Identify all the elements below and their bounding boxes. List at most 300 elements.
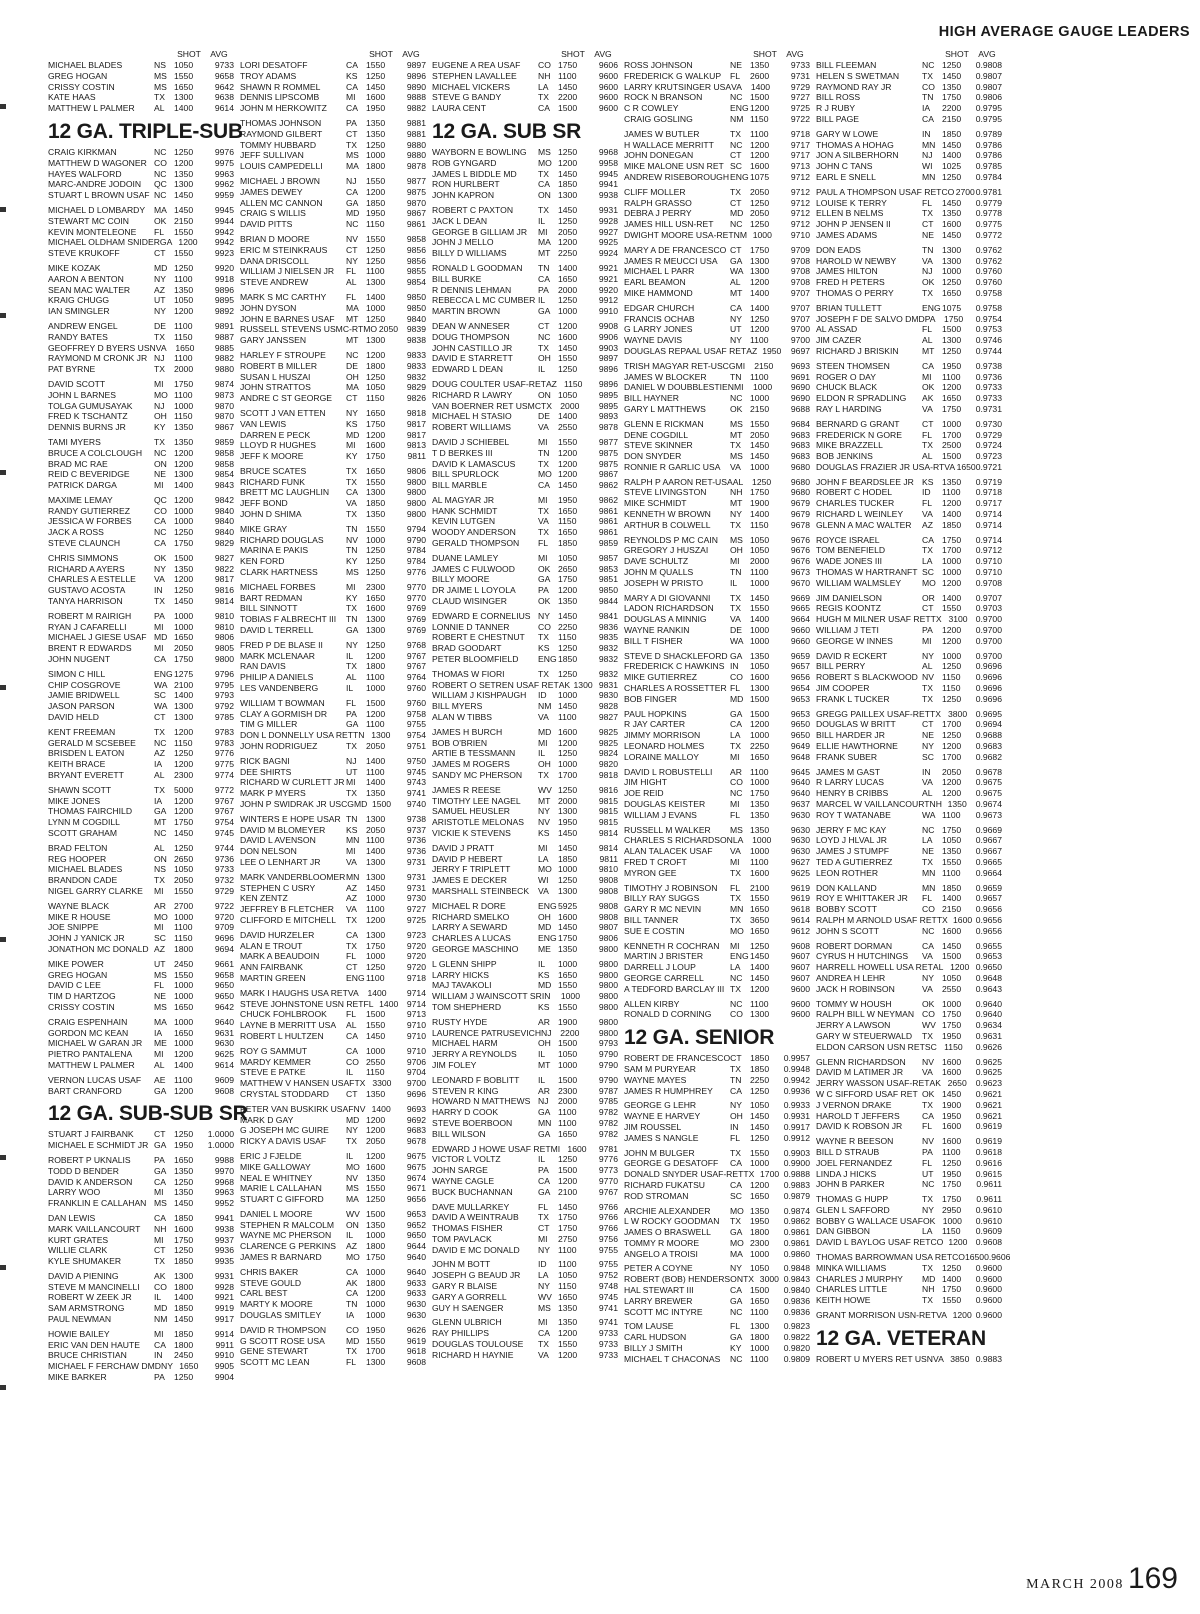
binding-mark — [0, 1155, 6, 1160]
shooter-name: PETER A COYNE — [624, 1263, 693, 1274]
shooter-state: PA — [538, 1165, 549, 1176]
shooter-row — [816, 777, 1002, 788]
shooter-average: 9920 — [598, 284, 618, 295]
shooter-average: 9963 — [214, 168, 234, 179]
shooter-average: 9600 — [790, 983, 810, 994]
shooter-state: GA — [154, 1140, 167, 1151]
shooter-row — [240, 814, 426, 825]
shooter-name: LARRY WOO — [48, 1187, 101, 1198]
shooter-state: IL — [538, 215, 546, 226]
shooter-name: FREDERICK G WALKUP — [624, 70, 722, 81]
shooter-name: DWIGHT MOORE USA-RET — [624, 229, 734, 240]
shot-count: 1550 — [174, 969, 194, 980]
shooter-average: 0.9729 — [975, 429, 1002, 440]
shooter-average: 0.9653 — [975, 951, 1002, 962]
shooter-average: 9921 — [598, 262, 618, 273]
shooter-state: VA — [538, 422, 549, 433]
shooter-row — [48, 1060, 234, 1071]
shot-count: 1000 — [558, 1059, 578, 1070]
shooter-row — [240, 756, 426, 767]
shooter-state: MS — [730, 418, 743, 429]
shot-count: 1100 — [942, 809, 961, 820]
shooter-row — [816, 893, 1002, 904]
shot-count: 1850 — [750, 1063, 770, 1074]
shooter-state: MD — [922, 1273, 936, 1284]
shooter-state: CA — [922, 534, 934, 545]
shooter-name: MARINA E PAKIS — [240, 545, 309, 556]
shooter-state: MT — [538, 1059, 551, 1070]
shooter-name: DEBRA J PERRY — [624, 208, 692, 219]
shooter-average: 0.9611 — [976, 1179, 1002, 1190]
shooter-row — [432, 1154, 618, 1165]
shooter-row — [624, 1122, 810, 1133]
shooter-state: TX — [538, 1339, 549, 1350]
shooter-row — [432, 991, 618, 1002]
shot-count: 1450 — [366, 81, 386, 92]
shooter-average: 9818 — [406, 407, 426, 418]
shot-count: 3100 — [948, 614, 968, 625]
shooter-row — [432, 1259, 618, 1270]
shooter-average: 9921 — [598, 273, 618, 284]
shooter-row — [48, 321, 234, 332]
shooter-name: JAMES R MEUCCI USA — [624, 255, 718, 266]
shooter-state: MT — [346, 335, 359, 346]
shooter-row — [816, 114, 1002, 125]
results-column — [432, 48, 618, 1548]
shooter-state: KS — [538, 828, 550, 838]
shooter-state: VA — [922, 777, 933, 788]
shooter-state: TX — [922, 545, 933, 556]
shot-count: 1400 — [366, 846, 386, 857]
shooter-state: MI — [154, 1187, 164, 1198]
shooter-name: DAVID A WEINTRAUB — [432, 1212, 519, 1223]
shot-count: 1250 — [366, 139, 386, 150]
shooter-state: NM — [154, 1314, 168, 1325]
shooter-row — [624, 603, 810, 614]
shooter-average: 9626 — [406, 1324, 426, 1335]
shooter-name: THOMAS BARROWMAN USA RET — [816, 1252, 953, 1263]
shooter-state: VA — [346, 498, 357, 509]
avg-header: AVG — [210, 49, 228, 60]
shot-count: 1200 — [942, 788, 962, 799]
shooter-name: BILL HARDER JR — [816, 730, 885, 741]
shooter-average: 9738 — [406, 813, 426, 824]
shooter-state: MT — [922, 345, 935, 356]
shooter-row — [48, 422, 234, 433]
shooter-average: 9614 — [214, 1059, 234, 1070]
shot-count: 1650 — [558, 505, 578, 516]
shooter-row — [432, 1017, 618, 1028]
shooter-state: IN — [154, 585, 163, 596]
shooter-row — [432, 1002, 618, 1013]
shooter-name: MARK I HAUGHS USA RET — [240, 987, 348, 998]
shot-count: 1750 — [366, 1252, 386, 1263]
shooter-row — [432, 448, 618, 459]
shooter-state: OH — [538, 353, 551, 364]
shooter-average: 0.9710 — [975, 556, 1002, 567]
shooter-average: 9800 — [598, 980, 618, 991]
shot-count: 1450 — [366, 882, 386, 893]
shooter-average: 9800 — [598, 991, 618, 1002]
shooter-average: 0.9600 — [975, 1273, 1002, 1284]
shooter-row — [816, 324, 1002, 335]
shot-count: 1500 — [558, 1074, 578, 1085]
shooter-state: SC — [730, 161, 742, 172]
shooter-name: HAROLD W NEWBY — [816, 255, 897, 266]
shooter-average: 9760 — [406, 697, 426, 708]
shooter-average: 9696 — [406, 1088, 426, 1099]
shooter-state: IA — [154, 759, 163, 770]
shooter-name: DANIEL W DOUBBLESTIEN — [624, 382, 734, 393]
shooter-average: 9882 — [406, 103, 426, 114]
shooter-average: 9877 — [598, 436, 618, 447]
shooter-row — [240, 1162, 426, 1173]
shooter-average: 9870 — [214, 400, 234, 411]
shooter-name: EARL E SNELL — [816, 171, 876, 182]
shooter-name: SCOTT GRAHAM — [48, 828, 118, 838]
shooter-name: DAVID PITTS — [240, 219, 293, 230]
shooter-state: IL — [538, 1154, 546, 1165]
shot-count: 1950 — [942, 1030, 962, 1041]
shooter-row — [624, 92, 810, 103]
shooter-row — [240, 361, 426, 372]
shooter-state: IL — [730, 577, 738, 588]
shooter-name: CRAIG KIRKMAN — [48, 146, 117, 157]
shooter-state: IL — [538, 958, 546, 969]
shooter-name: WILLIAM J EVANS — [624, 809, 697, 820]
shot-count: 1650 — [174, 1001, 194, 1012]
shooter-average: 0.9733 — [975, 393, 1002, 404]
shot-count: 2250 — [750, 1074, 770, 1085]
shooter-state: FL — [154, 226, 165, 237]
shooter-state: MI — [730, 856, 740, 867]
shooter-state: NC — [346, 219, 359, 230]
shooter-average: 0.9688 — [975, 730, 1002, 741]
shooter-name: BRENT R EDWARDS — [48, 643, 132, 654]
shooter-state: MA — [154, 1016, 167, 1027]
shooter-name: RALPH M ARNOLD USAF RET — [816, 914, 937, 925]
shooter-row — [240, 1104, 426, 1115]
shot-count: 1750 — [942, 824, 962, 835]
shooter-state: MA — [346, 161, 359, 172]
shot-count: 1000 — [558, 958, 578, 969]
shooter-state: CT — [922, 719, 934, 730]
shot-count: 1400 — [942, 509, 962, 520]
shooter-average: 9752 — [598, 1270, 618, 1281]
shot-count: 1600 — [942, 1056, 962, 1067]
shooter-average: 9697 — [790, 345, 811, 356]
shooter-name: RANDY BATES — [48, 331, 108, 342]
shooter-average: 9729 — [790, 81, 810, 92]
shooter-state: NC — [730, 92, 743, 103]
shooter-name: AL ASSAD — [816, 324, 858, 335]
shot-count: 1400 — [371, 1103, 391, 1114]
shooter-average: 9942 — [214, 226, 234, 237]
shooter-name: AARON A BENTON — [48, 273, 124, 284]
shot-count: 1000 — [174, 911, 194, 922]
shooter-state: WV — [538, 784, 552, 795]
shot-count: 1450 — [174, 596, 194, 607]
shot-count: 1650 — [964, 1252, 985, 1263]
shooter-state: TX — [730, 440, 741, 451]
shooter-name: GEORGE B GILLIAM JR — [432, 226, 528, 237]
shooter-average: 9733 — [214, 864, 234, 875]
shooter-row — [816, 614, 1002, 625]
shot-count: 1850 — [558, 179, 578, 190]
shooter-average: 0.9707 — [975, 592, 1002, 603]
shooter-average: 9712 — [790, 171, 810, 182]
shooter-name: TOMMY W HOUSH — [816, 998, 892, 1009]
shooter-row — [240, 835, 426, 846]
shooter-average: 9744 — [214, 842, 234, 853]
shot-count: 1200 — [366, 1114, 386, 1125]
shooter-average: 9670 — [790, 577, 810, 588]
shooter-average: 9811 — [407, 451, 426, 462]
shooter-row — [240, 1125, 426, 1136]
shooter-name: MARY A DE FRANCESCO — [624, 244, 727, 255]
shooter-average: 9814 — [598, 828, 618, 838]
shot-count: 1250 — [558, 1154, 578, 1165]
shot-count: 2100 — [558, 1186, 578, 1197]
shooter-average: 9867 — [598, 469, 618, 480]
shooter-average: 0.9678 — [975, 766, 1002, 777]
shooter-row — [48, 1038, 234, 1049]
shooter-row — [624, 219, 810, 230]
shooter-name: ROBERT W ZEEK JR — [48, 1292, 132, 1303]
shooter-state: MI — [538, 494, 548, 505]
shooter-state: MN — [922, 867, 936, 878]
shooter-average: 9675 — [406, 1150, 426, 1161]
shooter-state: ON — [538, 190, 551, 201]
shooter-name: ANDRE C ST GEORGE — [240, 393, 333, 404]
shot-count: 1350 — [558, 943, 578, 954]
shooter-row — [48, 1245, 234, 1256]
shot-count: 1200 — [952, 1310, 972, 1321]
shooter-average: 0.9903 — [783, 1147, 810, 1158]
shot-count: 1000 — [753, 382, 773, 393]
shooter-name: REGIS KOONTZ — [816, 603, 881, 614]
shooter-state: TX — [922, 208, 933, 219]
shooter-state: VA — [730, 461, 741, 472]
shooter-row — [432, 1270, 618, 1281]
shot-count: 1300 — [942, 335, 962, 346]
shooter-average: 9783 — [214, 737, 234, 748]
shooter-row — [240, 335, 426, 346]
shooter-state: ID — [538, 690, 547, 701]
shot-count: 1050 — [174, 60, 194, 70]
shooter-state: NC — [730, 998, 743, 1009]
shooter-name: DR JAIME L LOYOLA — [432, 585, 516, 596]
shooter-state: NM — [730, 113, 744, 124]
shooter-state: CA — [538, 273, 550, 284]
shooter-average: 9944 — [214, 215, 234, 226]
shooter-row — [816, 625, 1002, 636]
shooter-state: CA — [538, 179, 550, 190]
shooter-average: 0.9836 — [783, 1295, 810, 1306]
shooter-state: NJ — [922, 266, 933, 277]
shot-count: 1700 — [942, 751, 962, 762]
shooter-name: LAYNE B MERRITT USA — [240, 1020, 337, 1031]
shooter-average: 9792 — [214, 701, 234, 712]
shot-count: 1900 — [558, 1016, 578, 1027]
shooter-state: OK — [922, 1215, 936, 1226]
shooter-row — [432, 1075, 618, 1086]
shooter-average: 0.9836 — [783, 1306, 810, 1317]
shooter-row — [240, 672, 426, 683]
shooter-state: TX — [346, 741, 357, 752]
shot-count: 1700 — [942, 719, 962, 730]
shooter-average: 9720 — [214, 911, 234, 922]
shot-count: 2700 — [955, 186, 975, 197]
shooter-state: MD — [353, 799, 368, 809]
shot-count: 2250 — [750, 741, 770, 752]
shooter-name: MATTHEW V HANSEN USAF — [240, 1078, 355, 1089]
shooter-row — [624, 1053, 810, 1064]
shooter-row — [816, 462, 1002, 473]
shooter-average: 9708 — [790, 255, 810, 266]
shooter-row — [624, 1009, 810, 1020]
shooter-row — [816, 984, 1002, 995]
binding-mark — [0, 1385, 6, 1390]
shooter-name: MARK A BEAUDOIN — [240, 951, 320, 962]
shooter-name: CHARLES LITTLE — [816, 1284, 888, 1295]
shot-count: 1500 — [942, 951, 962, 962]
shooter-state: NY — [161, 1361, 173, 1372]
shooter-row — [240, 466, 426, 477]
shooter-average: 9654 — [790, 683, 810, 694]
shooter-name: GERALD M SCSEBEE — [48, 737, 136, 748]
shooter-name: WAYNE E HARVEY — [624, 1111, 701, 1122]
shooter-average: 9826 — [406, 393, 426, 404]
shooter-row — [48, 901, 234, 912]
shooter-state: MS — [154, 70, 167, 81]
shooter-row — [48, 516, 234, 527]
shooter-row — [816, 904, 1002, 915]
shooter-name: GREGORY J HUSZAI — [624, 545, 709, 556]
shot-count: 1950 — [942, 1110, 962, 1121]
shooter-row — [432, 1129, 618, 1140]
shot-count: 1800 — [750, 1227, 770, 1238]
shooter-name: DARREN E PECK — [240, 429, 311, 440]
shooter-average: 9776 — [406, 567, 426, 578]
shooter-average: 9650 — [214, 980, 234, 991]
shot-count: 1850 — [942, 519, 962, 530]
shooter-average: 0.9621 — [975, 1088, 1002, 1099]
shot-count: 1200 — [366, 1150, 386, 1161]
shot-count: 1550 — [366, 476, 386, 487]
shot-count: 1450 — [366, 1030, 386, 1041]
shooter-state: GA — [538, 1107, 551, 1118]
shooter-state: MI — [346, 440, 356, 451]
shooter-row — [624, 1332, 810, 1343]
shooter-name: PAT BYRNE — [48, 364, 96, 375]
shooter-average: 9890 — [406, 81, 426, 92]
shot-count: 5000 — [174, 784, 194, 795]
shooter-name: RICK BAGNI — [240, 755, 290, 766]
shooter-average: 9910 — [214, 1350, 234, 1361]
shot-count: 1600 — [366, 440, 386, 451]
shooter-name: BRUCE SCATES — [240, 465, 307, 476]
shooter-average: 9836 — [598, 621, 618, 632]
shooter-state: TN — [538, 447, 550, 458]
shooter-state: CA — [154, 516, 166, 527]
shooter-average: 9736 — [214, 853, 234, 864]
shooter-average: 9640 — [406, 1266, 426, 1277]
shot-count: 1300 — [366, 871, 386, 882]
shooter-state: NE — [922, 846, 934, 857]
shooter-row — [48, 343, 234, 354]
shooter-name: G LARRY JONES — [624, 324, 693, 335]
shooter-name: RAN DAVIS — [240, 661, 286, 672]
shot-count: 1200 — [950, 962, 970, 973]
shooter-row — [816, 915, 1002, 926]
shooter-state: DE — [538, 411, 550, 422]
shooter-state: CO — [154, 157, 167, 168]
shooter-name: LARRY HICKS — [432, 969, 489, 980]
shot-count: 1800 — [366, 1241, 386, 1252]
shooter-name: ROBERT U MYERS RET USN — [816, 1353, 933, 1364]
shooter-average: 9817 — [214, 574, 234, 585]
shooter-state: TX — [154, 784, 165, 795]
shot-count: 1400 — [174, 480, 194, 491]
shooter-name: WAYNE MAYES — [624, 1074, 687, 1085]
shooter-state: TX — [730, 603, 741, 614]
shooter-average: 9718 — [790, 128, 810, 139]
shooter-row — [240, 730, 426, 741]
shooter-state: CA — [922, 360, 934, 371]
shooter-row — [432, 770, 618, 781]
shooter-state: MA — [346, 302, 359, 313]
shooter-row — [48, 817, 234, 828]
shooter-state: NY — [730, 1100, 742, 1111]
shooter-name: TOM SHEPHERD — [432, 1001, 502, 1012]
shooter-name: ROBERT (BOB) HENDERSON — [624, 1274, 744, 1285]
shooter-row — [240, 324, 426, 335]
shooter-state: CO — [941, 186, 955, 197]
shooter-state: NC — [730, 1353, 743, 1364]
shooter-name: WILLIAM J WAINSCOTT SR — [432, 991, 542, 1002]
shot-count: 1200 — [178, 237, 198, 248]
shooter-state: CT — [730, 197, 742, 208]
shooter-row — [48, 1002, 234, 1013]
shooter-average: 0.9656 — [975, 904, 1002, 915]
shooter-name: AL MAGYAR JR — [432, 494, 495, 505]
shooter-row — [240, 219, 426, 230]
shooter-row — [48, 1028, 234, 1039]
shooter-average: 9820 — [598, 759, 618, 770]
shooter-row — [816, 999, 1002, 1010]
shooter-state: MI — [538, 436, 548, 447]
shot-count: 1450 — [174, 190, 194, 201]
shooter-row — [816, 382, 1002, 393]
shooter-state: VA — [346, 856, 357, 867]
shooter-name: JAMES ADAMS — [816, 229, 878, 240]
shot-count: 1300 — [366, 487, 386, 498]
shooter-row — [816, 1226, 1002, 1237]
shooter-average: 0.9736 — [975, 371, 1002, 382]
shooter-row — [624, 451, 810, 462]
shooter-row — [816, 1310, 1002, 1321]
shooter-row — [816, 1179, 1002, 1190]
shooter-average: 9800 — [598, 1016, 618, 1027]
shooter-name: DOUG COULTER USAF-RET — [432, 378, 546, 389]
shooter-average: 9727 — [790, 92, 810, 103]
shooter-name: WAYNE CAGLE — [432, 1175, 495, 1186]
shooter-name: JAMES S NANGLE — [624, 1132, 699, 1143]
shooter-state: MO — [154, 911, 168, 922]
shooter-row — [432, 1038, 618, 1049]
shooter-row — [48, 1075, 234, 1086]
